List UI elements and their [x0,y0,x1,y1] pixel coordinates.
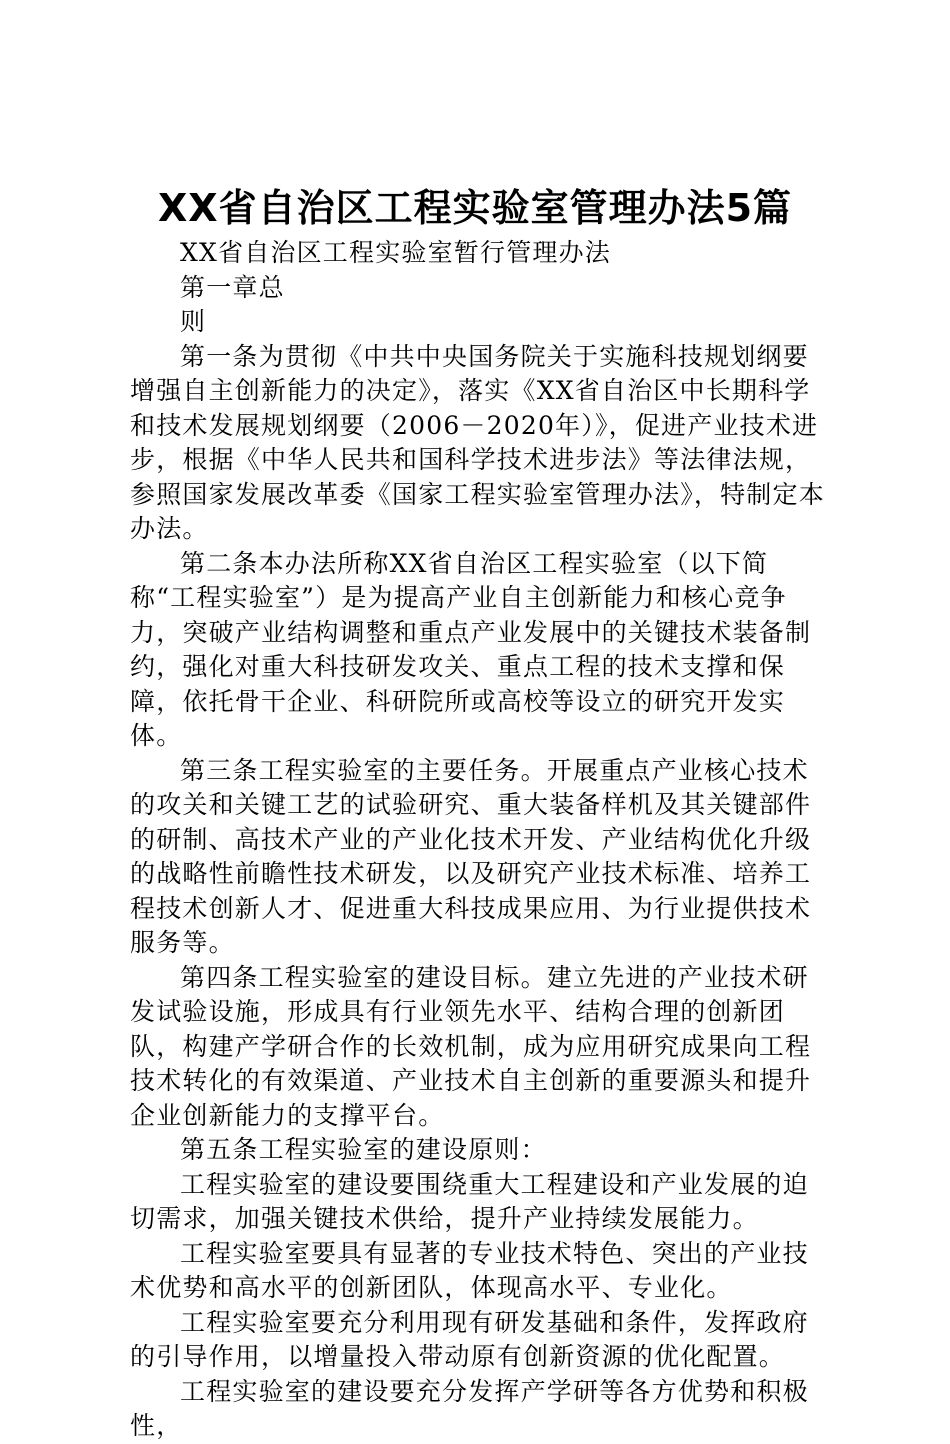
article-5-paragraph: 第五条工程实验室的建设原则： [180,1135,547,1164]
document-title: XX省自治区工程实验室管理办法5篇 [157,186,793,230]
article-1-paragraph: 第一条为贯彻《中共中央国务院关于实施科技规划纲要增强自主创新能力的决定》，落实《XX省自治区中长期科学和技术发展规划纲要（2006－2020年）》，促进产业技术进步，根据《中华人民共和国科学技术进步法》等法律法规，参照国家发展改革委《国家工程实验室管理办法》，特制定本办法。 [130,341,825,543]
chapter-heading-line-1: 第一章总 [180,272,285,302]
document-subtitle: XX省自治区工程实验室暂行管理办法 [180,238,611,267]
principle-paragraph-2: 工程实验室要具有显著的专业技术特色、突出的产业技术优势和高水平的创新团队，体现高水平、专业化。 [130,1238,809,1302]
article-4-paragraph: 第四条工程实验室的建设目标。建立先进的产业技术研发试验设施，形成具有行业领先水平、结构合理的创新团队，构建产学研合作的长效机制，成为应用研究成果向工程技术转化的有效渠道、产业技术自主创新的重要源头和提升企业创新能力的支撑平台。 [130,962,812,1130]
principle-paragraph-1: 工程实验室的建设要围绕重大工程建设和产业发展的迫切需求，加强关键技术供给，提升产业持续发展能力。 [130,1169,809,1233]
principle-paragraph-4: 工程实验室的建设要充分发挥产学研等各方优势和积极性， [130,1376,809,1440]
chapter-heading-line-2: 则 [180,307,207,336]
article-3-paragraph: 第三条工程实验室的主要任务。开展重点产业核心技术的攻关和关键工艺的试验研究、重大装备样机及其关键部件的研制、高技术产业的产业化技术开发、产业结构优化升级的战略性前瞻性技术研发，以及研究产业技术标准、培养工程技术创新人才、促进重大科技成果应用、为行业提供技术服务等。 [130,755,812,957]
principle-paragraph-3: 工程实验室要充分利用现有研发基础和条件，发挥政府的引导作用，以增量投入带动原有创新资源的优化配置。 [130,1307,809,1371]
document-body [130,236,830,1444]
article-2-paragraph: 第二条本办法所称XX省自治区工程实验室（以下简称“工程实验室”）是为提高产业自主创新能力和核心竞争力，突破产业结构调整和重点产业发展中的关键技术装备制约，强化对重大科技研发攻关、重点工程的技术支撑和保障，依托骨干企业、科研院所或高校等设立的研究开发实体。 [130,548,812,750]
